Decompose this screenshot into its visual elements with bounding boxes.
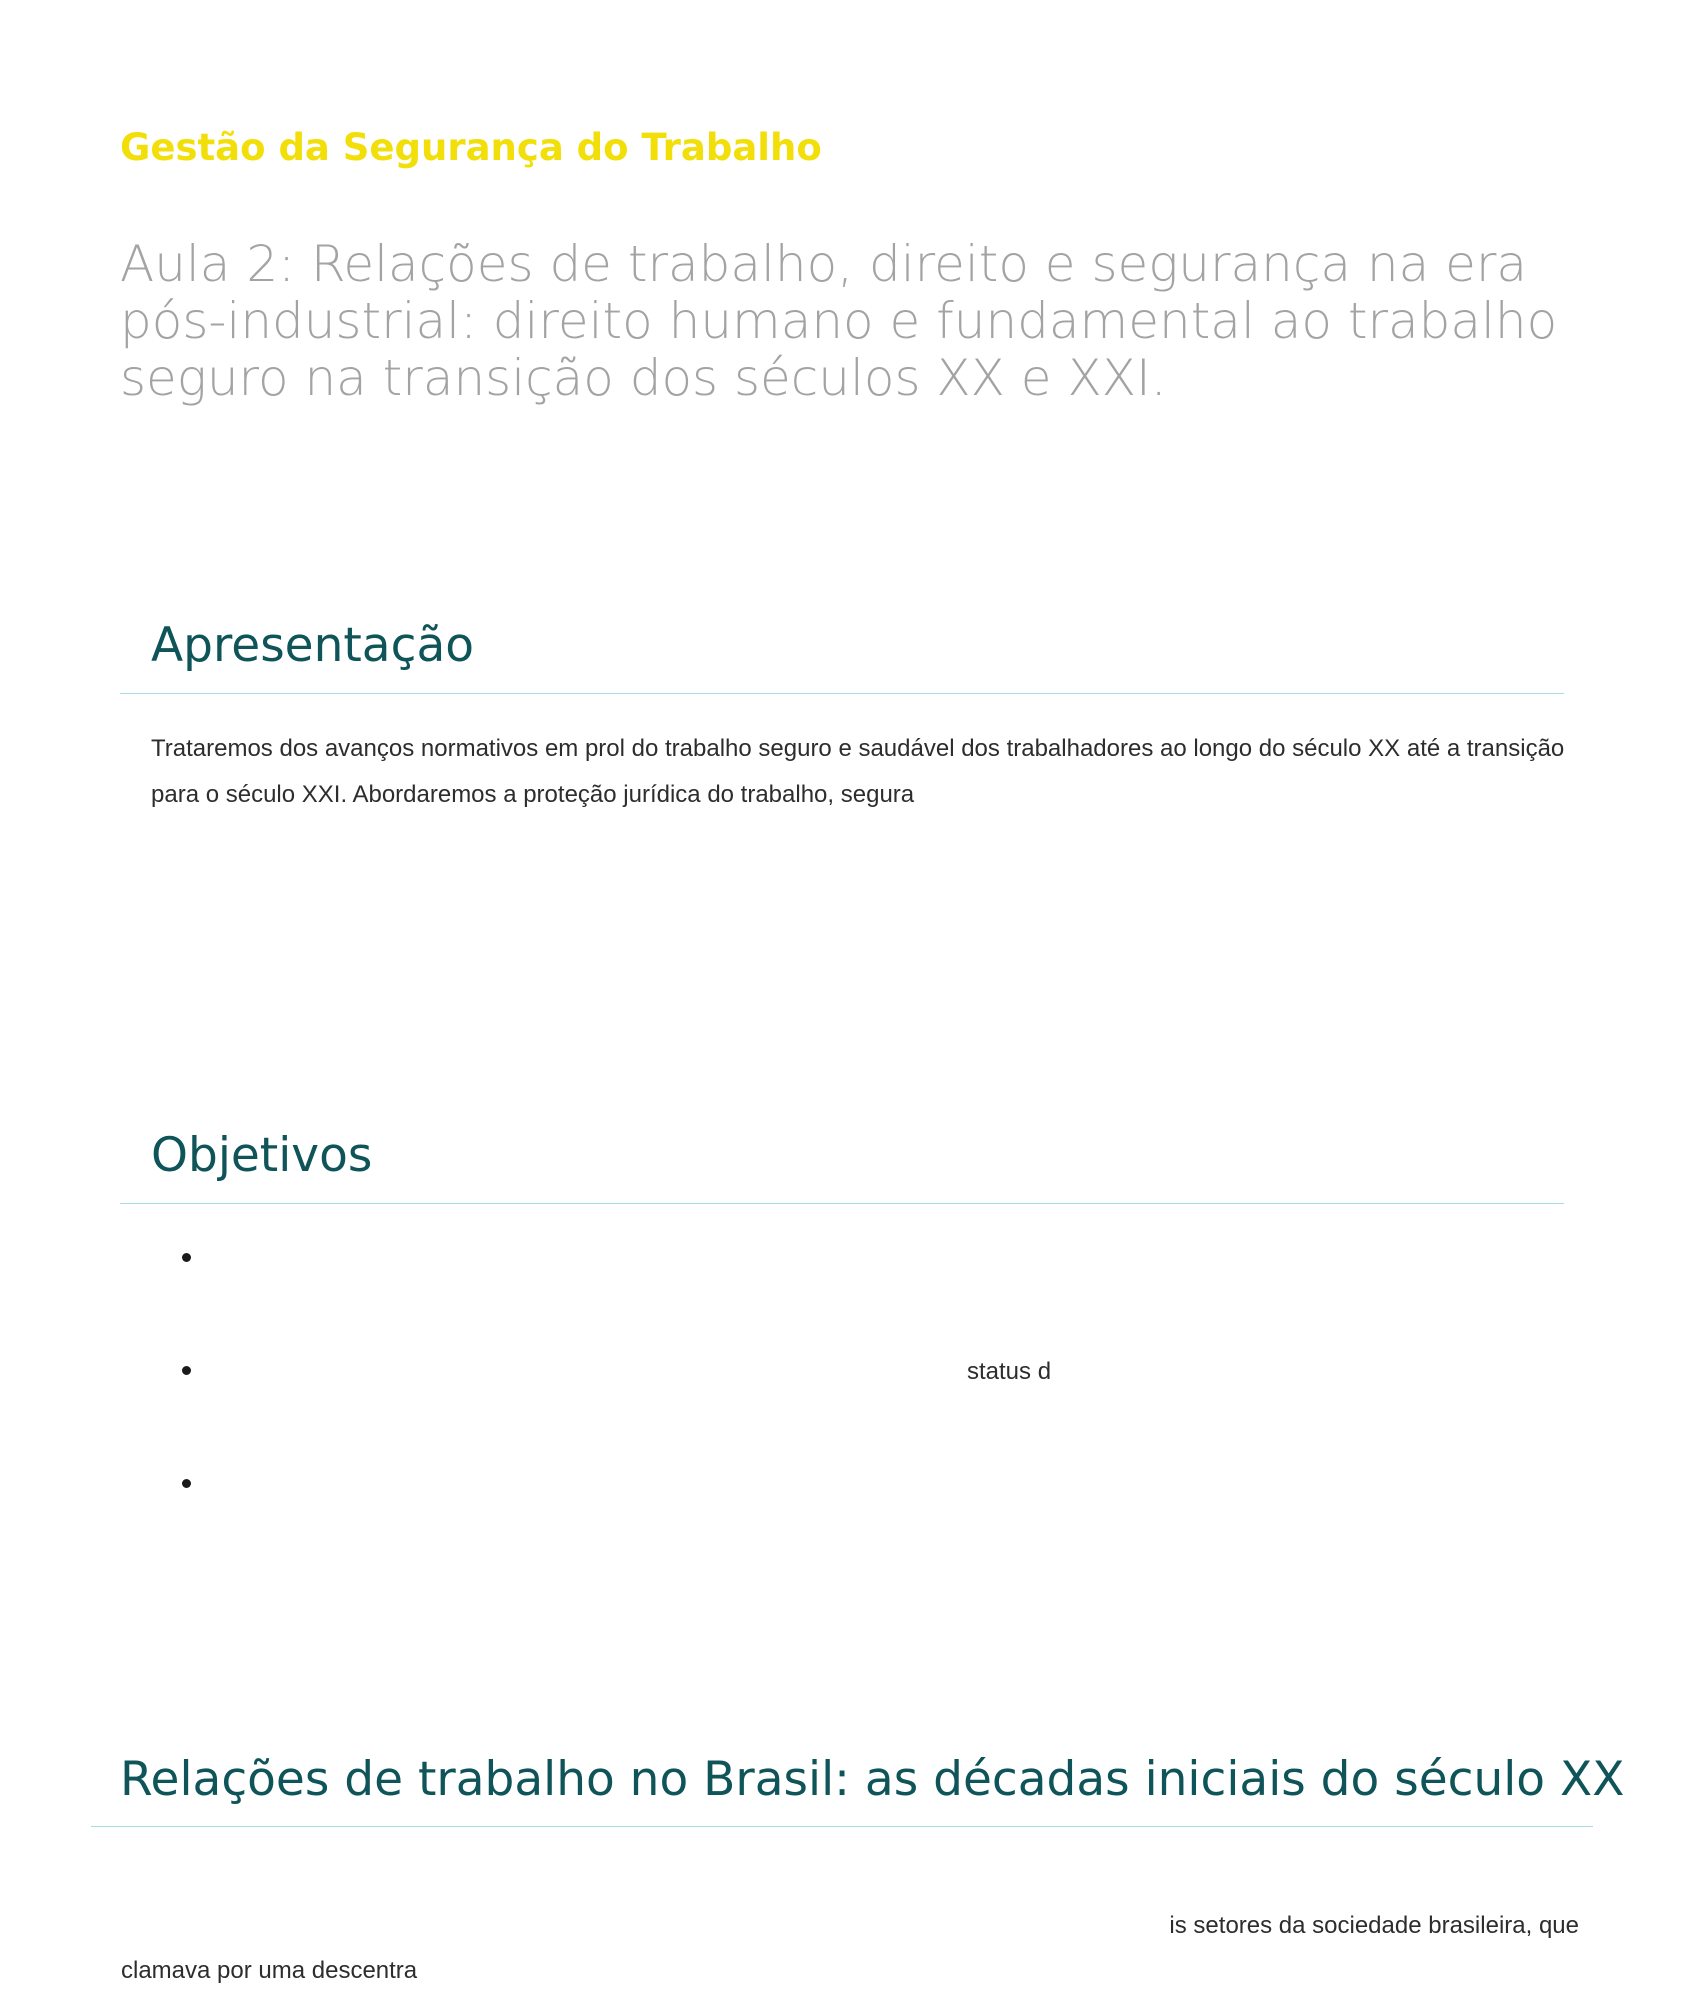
list-item (150, 1349, 1550, 1462)
section-divider (120, 693, 1564, 694)
course-title: Gestão da Segurança do Trabalho (120, 126, 822, 169)
section-heading-relacoes: Relações de trabalho no Brasil: as décadas iniciais do século XX (120, 1752, 1625, 1807)
section-divider (120, 1203, 1564, 1204)
apresentacao-paragraph: Trataremos dos avanços normativos em prol do trabalho seguro e saudável dos trabalhadores ao longo do século XX até a transição para o século XXI. Abordaremos a proteção jurídica do trabalho, segura (151, 735, 1565, 808)
bullet-icon (182, 1479, 191, 1488)
lesson-title: Aula 2: Relações de trabalho, direito e segurança na era pós-industrial: direito humano e fundamental ao trabalho seguro na transição dos séculos XX e XXI. (120, 235, 1558, 407)
list-item (150, 1462, 1550, 1575)
section-heading-apresentacao: Apresentação (151, 618, 475, 673)
relacoes-text-line: is setores da sociedade brasileira, que (1169, 1912, 1579, 1939)
section-heading-objetivos: Objetivos (151, 1128, 373, 1183)
objetivos-list (150, 1236, 1550, 1575)
list-item-text: status d (967, 1358, 1052, 1385)
list-item (150, 1236, 1550, 1349)
bullet-icon (182, 1366, 191, 1375)
section-divider (91, 1826, 1593, 1827)
relacoes-text-line: clamava por uma descentra (121, 1957, 418, 1984)
bullet-icon (182, 1253, 191, 1262)
